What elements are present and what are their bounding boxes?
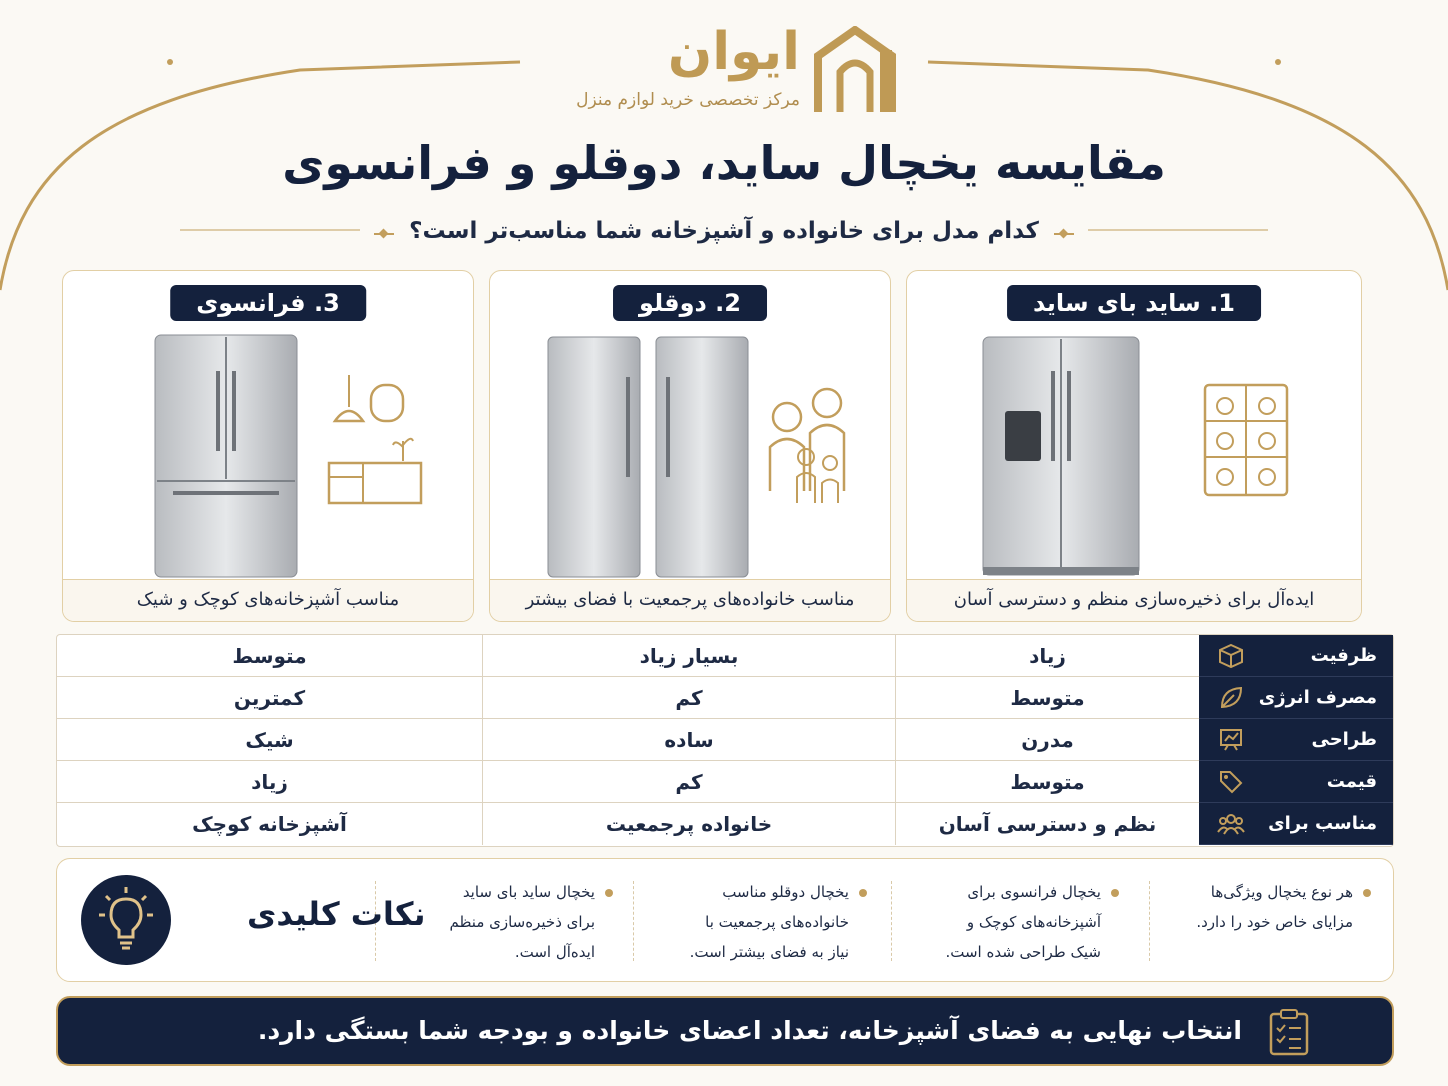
subtitle-row bbox=[0, 218, 1448, 244]
tip-line: یخچال فرانسوی برای bbox=[967, 883, 1101, 901]
table-row bbox=[57, 761, 1393, 803]
divider bbox=[1149, 881, 1150, 961]
checklist-icon bbox=[1266, 1008, 1312, 1056]
bullet-icon bbox=[859, 889, 867, 897]
row-header-suitable-for bbox=[1199, 803, 1393, 845]
tip-line: شیک طراحی شده است. bbox=[945, 943, 1101, 961]
key-points-heading: نکات کلیدی bbox=[247, 895, 426, 933]
card-caption: مناسب خانواده‌های پرجمعیت با فضای بیشتر bbox=[490, 579, 890, 621]
cell-twin: خانواده پرجمعیت bbox=[482, 803, 895, 845]
lightbulb-badge bbox=[81, 875, 171, 965]
cell-french: کمترین bbox=[233, 686, 306, 710]
table-row bbox=[57, 803, 1393, 845]
tip-item bbox=[917, 877, 1119, 967]
tip-line: خانواده‌های پرجمعیت با bbox=[705, 913, 849, 931]
brand-logo[interactable] bbox=[540, 22, 910, 118]
divider-ornament bbox=[1054, 233, 1074, 235]
easel-icon bbox=[1217, 726, 1245, 754]
cell-side-by-side: متوسط bbox=[895, 677, 1199, 719]
brand-tagline: مرکز تخصصی خرید لوازم منزل bbox=[576, 90, 800, 110]
cell-french: زیاد bbox=[251, 770, 288, 794]
arch-logo-icon bbox=[810, 26, 900, 114]
tip-line: هر نوع یخچال ویژگی‌ها bbox=[1210, 883, 1353, 901]
cell-french: شیک bbox=[245, 728, 294, 752]
page-subtitle: کدام مدل برای خانواده و آشپزخانه شما مناسب‌تر است؟ bbox=[409, 218, 1039, 244]
family-icon bbox=[490, 331, 891, 581]
box-icon bbox=[1217, 642, 1245, 670]
row-header-energy bbox=[1199, 677, 1393, 719]
brand-name: ایوان bbox=[667, 22, 800, 82]
row-label: ظرفیت bbox=[1310, 645, 1377, 666]
tip-line: یخچال ساید بای ساید bbox=[462, 883, 595, 901]
card-title: 2. دوقلو bbox=[613, 285, 767, 321]
tip-item bbox=[403, 877, 613, 967]
row-header-capacity bbox=[1199, 635, 1393, 677]
tip-line: برای ذخیره‌سازی منظم bbox=[449, 913, 595, 931]
footer-banner bbox=[56, 996, 1394, 1066]
row-label: قیمت bbox=[1326, 771, 1377, 792]
table-row bbox=[57, 635, 1393, 677]
row-label: مناسب برای bbox=[1268, 813, 1377, 834]
card-side-by-side[interactable] bbox=[906, 270, 1362, 622]
cell-twin: بسیار زیاد bbox=[482, 635, 895, 677]
users-icon bbox=[1217, 810, 1245, 838]
divider bbox=[633, 881, 634, 961]
kitchen-icon bbox=[63, 331, 474, 581]
comparison-table bbox=[56, 634, 1394, 847]
cell-twin: کم bbox=[482, 677, 895, 719]
lightbulb-icon bbox=[81, 875, 171, 965]
bullet-icon bbox=[605, 889, 613, 897]
row-label: طراحی bbox=[1311, 729, 1377, 750]
card-french-door[interactable] bbox=[62, 270, 474, 622]
cell-side-by-side: مدرن bbox=[895, 719, 1199, 761]
row-header-price bbox=[1199, 761, 1393, 803]
table-row bbox=[57, 677, 1393, 719]
cell-twin: کم bbox=[482, 761, 895, 803]
tip-line: آشپزخانه‌های کوچک و bbox=[966, 913, 1101, 931]
cell-side-by-side: زیاد bbox=[895, 635, 1199, 677]
cell-side-by-side: متوسط bbox=[895, 761, 1199, 803]
page-title: مقایسه یخچال ساید، دوقلو و فرانسوی bbox=[282, 136, 1166, 190]
bullet-icon bbox=[1111, 889, 1119, 897]
footer-text: انتخاب نهایی به فضای آشپزخانه، تعداد اعضای خانواده و بودجه شما بستگی دارد. bbox=[257, 1016, 1242, 1045]
cell-french: آشپزخانه کوچک bbox=[192, 812, 347, 836]
tip-line: نیاز به فضای بیشتر است. bbox=[689, 943, 849, 961]
cell-side-by-side: نظم و دسترسی آسان bbox=[895, 803, 1199, 845]
key-points-panel bbox=[56, 858, 1394, 982]
card-caption: مناسب آشپزخانه‌های کوچک و شیک bbox=[63, 579, 473, 621]
pantry-shelves-icon bbox=[907, 331, 1362, 581]
row-label: مصرف انرژی bbox=[1258, 687, 1377, 708]
divider-ornament bbox=[374, 233, 394, 235]
tip-item bbox=[1175, 877, 1371, 937]
price-tag-icon bbox=[1217, 768, 1245, 796]
leaf-icon bbox=[1217, 684, 1245, 712]
card-title: 1. ساید بای ساید bbox=[1007, 285, 1261, 321]
tip-line: مزایای خاص خود را دارد. bbox=[1196, 913, 1353, 931]
tip-item bbox=[657, 877, 867, 967]
row-header-design bbox=[1199, 719, 1393, 761]
card-caption: ایده‌آل برای ذخیره‌سازی منظم و دسترسی آسان bbox=[907, 579, 1361, 621]
divider bbox=[891, 881, 892, 961]
cell-french: متوسط bbox=[232, 644, 307, 668]
table-row bbox=[57, 719, 1393, 761]
cell-twin: ساده bbox=[482, 719, 895, 761]
card-title: 3. فرانسوی bbox=[170, 285, 366, 321]
bullet-icon bbox=[1363, 889, 1371, 897]
tip-line: یخچال دوقلو مناسب bbox=[722, 883, 849, 901]
tip-line: ایده‌آل است. bbox=[514, 943, 595, 961]
card-twin[interactable] bbox=[489, 270, 891, 622]
